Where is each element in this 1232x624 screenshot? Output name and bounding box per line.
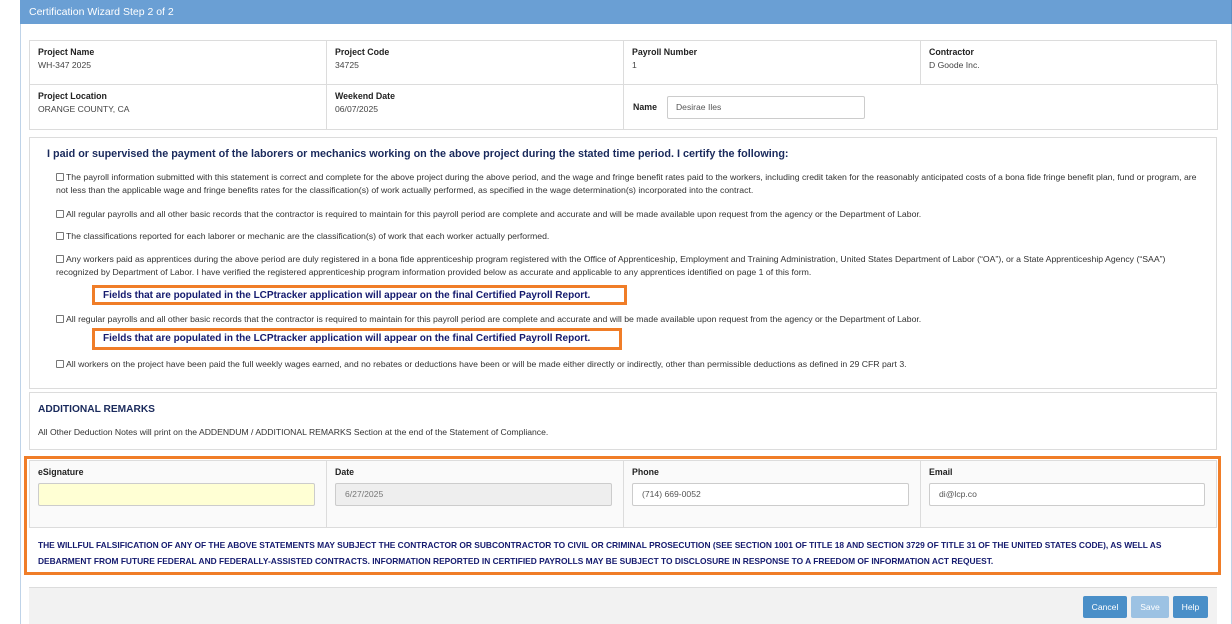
payroll-number-cell xyxy=(623,40,921,85)
weekend-date-value: 06/07/2025 xyxy=(335,104,379,114)
contractor-cell xyxy=(920,40,1217,85)
certification-checkbox-4[interactable] xyxy=(56,255,64,263)
help-button[interactable]: Help xyxy=(1173,596,1208,618)
phone-input[interactable]: (714) 669-0052 xyxy=(632,483,909,506)
falsification-warning: THE WILLFUL FALSIFICATION OF ANY OF THE ABOVE STATEMENTS MAY SUBJECT THE CONTRACTOR OR SUBCONTRACTOR TO CIVIL OR CRIMINAL PROSECUTION (SEE SECTION 1001 OF TITLE 18 AND SECTION 3729 OF TITLE 31 OF THE UNITED STATES CODE), AS WELL AS DEBARMENT FROM FUTURE FEDERAL AND FEDERALLY-ASSISTED CONTRACTS. INFORMATION REPORTED IN CERTIFIED PAYROLLS MAY BE SUBJECT TO DISCLOSURE IN RESPONSE TO A FREEDOM OF INFORMATION ACT REQUEST. xyxy=(38,540,1162,566)
certification-heading: I paid or supervised the payment of the laborers or mechanics working on the above project during the stated time period. I certify the following: xyxy=(47,148,789,160)
project-name-label: Project Name xyxy=(38,47,95,57)
esignature-label: eSignature xyxy=(38,467,84,477)
project-location-label: Project Location xyxy=(38,91,107,101)
project-name-cell xyxy=(29,40,327,85)
certification-item xyxy=(56,171,1206,197)
payroll-number-label: Payroll Number xyxy=(632,47,698,57)
project-info-row-1 xyxy=(29,40,1216,84)
certification-item xyxy=(56,253,1206,279)
phone-label: Phone xyxy=(632,467,659,477)
payroll-number-value: 1 xyxy=(632,60,637,70)
certification-text: The classifications reported for each laborer or mechanic are the classification(s) of work that each worker actually performed. xyxy=(66,231,550,241)
project-name-value: WH-347 2025 xyxy=(38,60,92,70)
project-code-label: Project Code xyxy=(335,47,390,57)
lcptracker-notice-text: Fields that are populated in the LCPtracker application will appear on the final Certified Payroll Report. xyxy=(103,290,591,301)
certification-text: All regular payrolls and all other basic records that the contractor is required to maintain for this payroll period are complete and accurate and will be made available upon request from the agency or the Department of Labor. xyxy=(66,209,922,219)
date-label: Date xyxy=(335,467,355,477)
email-input[interactable]: di@lcp.co xyxy=(929,483,1205,506)
certification-text: Any workers paid as apprentices during the above period are duly registered in a bona fide apprenticeship program registered with the Office of Apprenticeship, Employment and Training Administration, United States Department of Labor (“OA”), or a State Apprenticeship Agency (“SAA”) recognized by Department of Labor. I have verified the registered apprenticeship program information provided below as accurate and applicable to any apprentices identified on page 1 of this form. xyxy=(56,254,1166,277)
weekend-date-label: Weekend Date xyxy=(335,91,395,101)
date-field: 6/27/2025 xyxy=(335,483,612,506)
certification-checkbox-2[interactable] xyxy=(56,210,64,218)
certification-item xyxy=(56,208,1206,221)
contractor-value: D Goode Inc. xyxy=(929,60,980,70)
wizard-title-bar xyxy=(20,0,1232,24)
signer-name-cell xyxy=(623,84,1218,130)
additional-remarks-title: ADDITIONAL REMARKS xyxy=(38,404,155,415)
save-button[interactable]: Save xyxy=(1131,596,1169,618)
wizard-footer xyxy=(29,587,1217,624)
project-location-value: ORANGE COUNTY, CA xyxy=(38,104,130,114)
certification-item xyxy=(56,313,1206,326)
project-code-value: 34725 xyxy=(335,60,359,70)
lcptracker-notice-text: Fields that are populated in the LCPtracker application will appear on the final Certified Payroll Report. xyxy=(103,333,591,344)
cancel-button[interactable]: Cancel xyxy=(1083,596,1127,618)
signature-highlight-frame xyxy=(24,456,1221,575)
certification-text: The payroll information submitted with this statement is correct and complete for the above project during the above period, and the wage and fringe benefit rates paid to the workers, including credit taken for the reasonably anticipated costs of a bona fide fringe benefit plan, fund or program, are not less than the applicable wage and fringe benefits rates for the classification(s) of work actually performed, as specified in the wage determination(s) incorporated into the contract. xyxy=(56,172,1197,195)
project-location-cell xyxy=(29,84,327,130)
lcptracker-notice-2 xyxy=(92,328,622,350)
certification-text: All regular payrolls and all other basic records that the contractor is required to maintain for this payroll period are complete and accurate and will be made available upon request from the agency or the Department of Labor. xyxy=(66,314,922,324)
additional-remarks-panel xyxy=(29,392,1217,450)
certification-text: All workers on the project have been paid the full weekly wages earned, and no rebates or deductions have been or will be made either directly or indirectly, other than permissible deductions as defined in 29 CFR part 3. xyxy=(66,359,907,369)
lcptracker-notice-1 xyxy=(92,285,627,305)
signer-name-label: Name xyxy=(633,102,657,112)
certification-item xyxy=(56,230,1206,243)
certification-checkbox-3[interactable] xyxy=(56,232,64,240)
certification-item xyxy=(56,358,1206,371)
certification-checkbox-5[interactable] xyxy=(56,315,64,323)
project-code-cell xyxy=(326,40,624,85)
contractor-label: Contractor xyxy=(929,47,974,57)
email-label: Email xyxy=(929,467,953,477)
certification-checkbox-1[interactable] xyxy=(56,173,64,181)
additional-remarks-note: All Other Deduction Notes will print on the ADDENDUM / ADDITIONAL REMARKS Section at the end of the Statement of Compliance. xyxy=(38,427,549,437)
certification-checkbox-6[interactable] xyxy=(56,360,64,368)
weekend-date-cell xyxy=(326,84,624,130)
wizard-title: Certification Wizard Step 2 of 2 xyxy=(29,6,174,18)
signer-name-input[interactable] xyxy=(667,96,865,119)
project-info-row-2 xyxy=(29,84,1217,129)
